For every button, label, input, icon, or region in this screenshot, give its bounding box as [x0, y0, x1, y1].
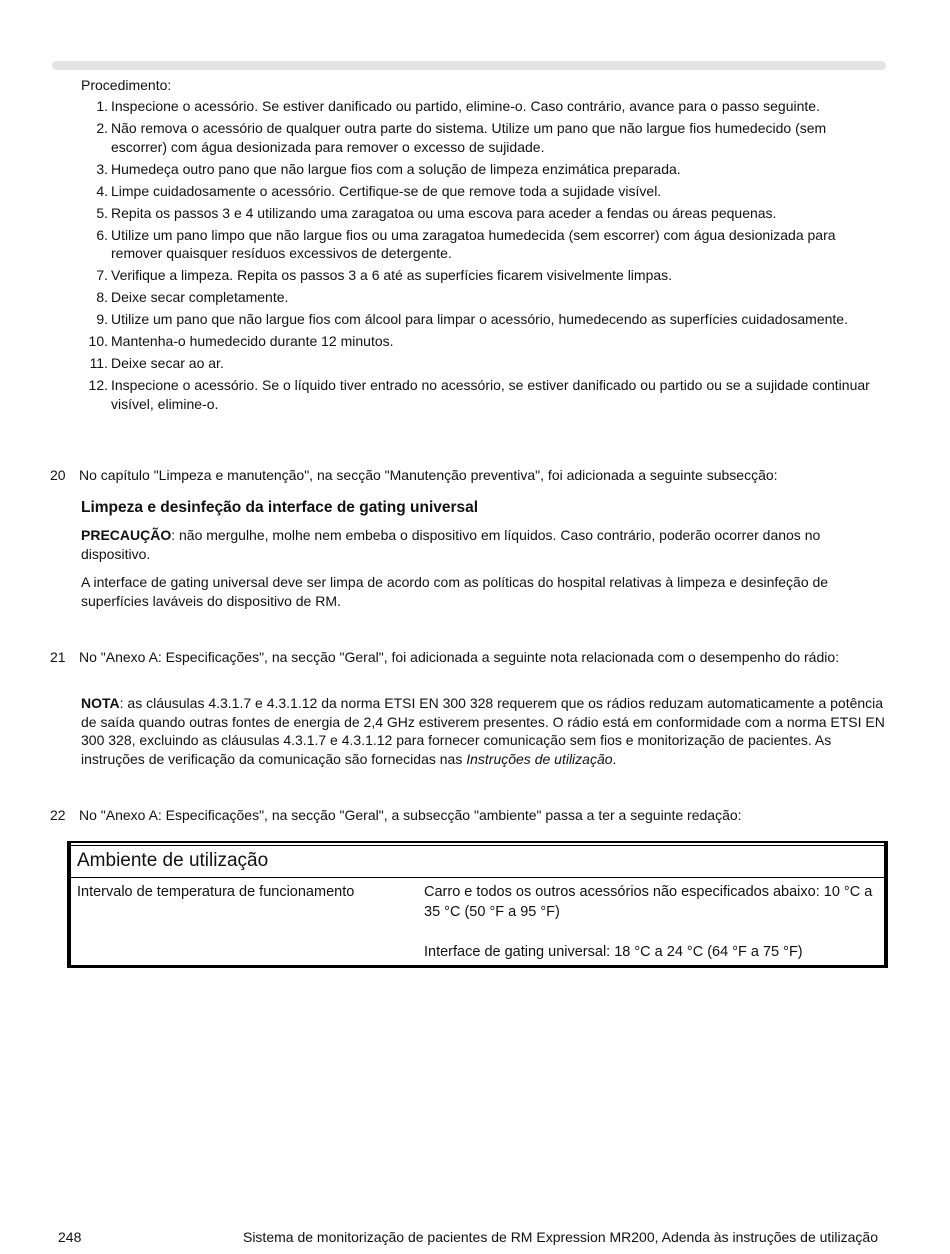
page-number: 248: [58, 1229, 82, 1245]
section-heading: Limpeza e desinfeção da interface de gating universal: [81, 499, 479, 516]
step-text: Repita os passos 3 e 4 utilizando uma zaragatoa ou uma escova para aceder a fendas ou áreas pequenas.: [111, 204, 777, 221]
item-text: No capítulo "Limpeza e manutenção", na secção "Manutenção preventiva", foi adicionada a seguinte subsecção:: [79, 467, 778, 483]
caution-paragraph: [81, 526, 886, 563]
spec-table-title: Ambiente de utilização: [71, 845, 884, 878]
header-rule: [52, 61, 886, 70]
step-text: Deixe secar ao ar.: [111, 355, 224, 371]
item-number: 21: [50, 649, 66, 665]
step-number: 3 .: [81, 160, 108, 179]
step-text: Deixe secar completamente.: [111, 289, 289, 305]
procedure-step: [81, 119, 886, 156]
procedure-step: [81, 310, 886, 329]
step-text: Utilize um pano limpo que não largue fios ou uma zaragatoa humedecida (sem escorrer) com água desionizada para remover quaisquer resíduos excessivos de detergente.: [111, 226, 836, 261]
step-number: 2 .: [81, 119, 108, 138]
spec-table: [67, 841, 888, 968]
item-number: 22: [50, 807, 66, 823]
spec-values: [424, 883, 884, 963]
item-text: No "Anexo A: Especificações", na secção "Geral", foi adicionada a seguinte nota relacionada com o desempenho do rádio:: [79, 649, 840, 665]
item-text: No "Anexo A: Especificações", na secção "Geral", a subsecção "ambiente" passa a ter a seguinte redação:: [79, 807, 742, 823]
spec-param: Intervalo de temperatura de funcionamento: [77, 884, 355, 900]
step-number: 4 .: [81, 182, 108, 201]
step-number: 5 .: [81, 204, 108, 223]
step-number: 12 .: [81, 376, 108, 395]
item-22: [50, 806, 886, 825]
step-number: 8 .: [81, 288, 108, 307]
procedure-step: [81, 266, 886, 285]
item-21: [50, 648, 886, 667]
note-paragraph: [81, 694, 886, 768]
procedure-step: [81, 226, 886, 263]
note-end: .: [612, 750, 617, 767]
procedure-step: [81, 332, 886, 351]
procedure-step: [81, 160, 886, 179]
body-paragraph: A interface de gating universal deve ser limpa de acordo com as políticas do hospital relativas à limpeza e desinfeção de superfícies laváveis do dispositivo de RM.: [81, 574, 829, 609]
step-number: 10 .: [81, 332, 108, 351]
spec-value: Carro e todos os outros acessórios não especificados abaixo: 10 °C a 35 °C (50 °F a 95 °F): [424, 884, 873, 920]
procedure-step: [81, 204, 886, 223]
footer-title: Sistema de monitorização de pacientes de RM Expression MR200, Adenda às instruções de utilização: [242, 1229, 878, 1245]
step-number: 6 .: [81, 226, 108, 245]
procedure-step: [81, 376, 886, 413]
step-number: 9 .: [81, 310, 108, 329]
procedure-label: Procedimento:: [81, 77, 172, 93]
caution-text: : não mergulhe, molhe nem embeba o dispositivo em líquidos. Caso contrário, poderão ocorrer danos no dispositivo.: [81, 527, 821, 562]
item-20: [50, 466, 886, 485]
step-text: Inspecione o acessório. Se estiver danificado ou partido, elimine-o. Caso contrário, avance para o passo seguinte.: [111, 98, 820, 114]
step-number: 1 .: [81, 97, 108, 116]
step-text: Mantenha-o humedecido durante 12 minutos.: [111, 333, 394, 349]
item-number: 20: [50, 467, 66, 483]
procedure-step: [81, 97, 886, 116]
procedure-step: [81, 288, 886, 307]
procedure-steps: [81, 97, 886, 417]
step-text: Não remova o acessório de qualquer outra parte do sistema. Utilize um pano que não largue fios humedecido (sem escorrer) com água desionizada para remover o excesso de sujidade.: [111, 120, 827, 155]
caution-label: PRECAUÇÃO: [81, 527, 172, 543]
step-text: Utilize um pano que não largue fios com álcool para limpar o acessório, humedecendo as superfícies cuidadosamente.: [111, 311, 848, 327]
note-text: : as cláusulas 4.3.1.7 e 4.3.1.12 da norma ETSI EN 300 328 requerem que os rádios reduzam automaticamente a potência de saída quando outras fontes de energia de 2,4 GHz estiverem presentes. O rádio está em conformidade com a norma ETSI EN 300 328, excluindo as cláusulas 4.3.1.7 e 4.3.1.12 para fornecer comunicação sem fios e monitorização de pacientes. As instruções de verificação da comunicação são fornecidas nas: [81, 695, 885, 767]
step-number: 11 .: [81, 354, 108, 373]
procedure-step: [81, 354, 886, 373]
spec-value: Interface de gating universal: 18 °C a 24 °C (64 °F a 75 °F): [424, 944, 803, 960]
step-text: Verifique a limpeza. Repita os passos 3 a 6 até as superfícies ficarem visivelmente limpas.: [111, 267, 673, 283]
step-text: Humedeça outro pano que não largue fios com a solução de limpeza enzimática preparada.: [111, 160, 681, 177]
step-number: 7 .: [81, 266, 108, 285]
step-text: Limpe cuidadosamente o acessório. Certifique-se de que remove toda a sujidade visível.: [111, 182, 662, 199]
note-italic: Instruções de utilização: [466, 750, 613, 767]
step-text: Inspecione o acessório. Se o líquido tiver entrado no acessório, se estiver danificado ou partido ou se a sujidade continuar visível, elimine-o.: [111, 377, 870, 412]
note-label: NOTA: [81, 695, 120, 711]
procedure-step: [81, 182, 886, 201]
